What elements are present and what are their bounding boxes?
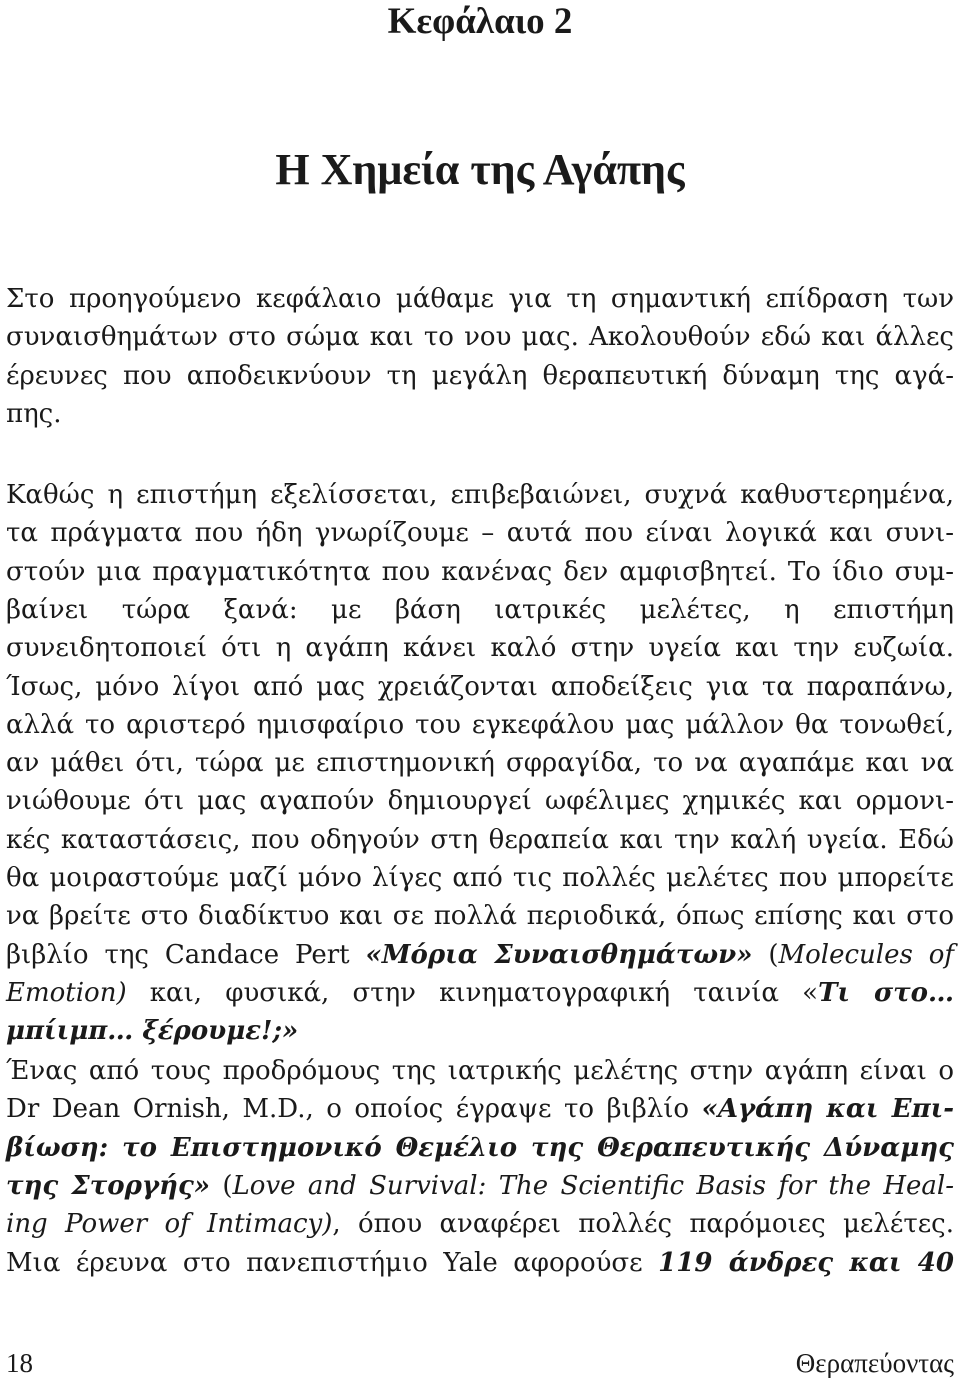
- text-line: [6, 974, 954, 1012]
- text-run: κές καταστάσεις, που οδηγούν στη θεραπεία και την καλή υγεία. Εδώ: [6, 824, 954, 855]
- text-line: [6, 859, 954, 897]
- text-line: [6, 1205, 954, 1243]
- text-run: Emotion): [6, 977, 127, 1008]
- text-run: και, φυσικά, στην κινηματογραφική ταινία «: [126, 977, 819, 1008]
- text-line: [6, 936, 954, 974]
- text-run: στούν μια πραγματικότητα που κανένας δεν αμφισβητεί. Το ίδιο συμ-: [6, 556, 954, 587]
- text-run: πης.: [6, 398, 62, 429]
- text-line: [6, 897, 954, 935]
- text-run: Μια έρευνα στο πανεπιστήμιο Yale αφορούσε: [6, 1247, 659, 1278]
- text-line: [6, 318, 954, 356]
- text-run: Ίσως, μόνο λίγοι από μας χρειάζονται αποδείξεις για τα παραπάνω,: [6, 671, 954, 702]
- text-run: να βρείτε στο διαδίκτυο και σε πολλά περιοδικά, όπως επίσης και στο: [6, 901, 954, 932]
- page-number: 18: [6, 1348, 33, 1378]
- text-run: 119 άνδρες και 40: [658, 1247, 954, 1278]
- text-line: [6, 744, 954, 782]
- chapter-label: Κεφάλαιο 2: [387, 1, 573, 42]
- text-line: [6, 821, 954, 859]
- text-line: [6, 1129, 954, 1167]
- text-line: [6, 782, 954, 820]
- text-run: αλλά το αριστερό ημισφαίριο του εγκεφάλου μας μάλλον θα τονωθεί,: [6, 709, 954, 740]
- text-run: Καθώς η επιστήμη εξελίσσεται, επιβεβαιώνει, συχνά καθυστερημένα,: [6, 480, 954, 510]
- text-line: [6, 514, 954, 552]
- text-run: , όπου αναφέρει πολλές παρόμοιες μελέτες.: [332, 1209, 954, 1240]
- text-run: Τι στο…: [818, 977, 954, 1008]
- text-run: συνειδητοποιεί ότι η αγάπη κάνει καλό στην υγεία και την ευζωία.: [6, 633, 954, 664]
- text-run: Dr Dean Ornish, M.D., ο οποίος έγραψε το βιβλίο: [6, 1094, 702, 1125]
- text-run: αν μάθει ότι, τώρα με επιστημονική σφραγίδα, το να αγαπάμε και να: [6, 748, 954, 779]
- text-line: [6, 357, 954, 395]
- running-title: Θεραπεύοντας: [795, 1348, 954, 1378]
- text-run: βαίνει τώρα ξανά: με βάση ιατρικές μελέτες, η επιστήμη: [6, 594, 954, 625]
- chapter-title: Η Χημεία της Αγάπης: [275, 145, 685, 194]
- text-line: [6, 629, 954, 667]
- text-run: (: [752, 939, 779, 970]
- text-run: Ένας από τους προδρόμους της ιατρικής μελέτης στην αγάπη είναι ο: [6, 1056, 954, 1086]
- text-run: Molecules of: [778, 939, 954, 970]
- text-run: τα πράγματα που ήδη γνωρίζουμε – αυτά που είναι λογικά και συνι-: [6, 518, 954, 549]
- text-line: [6, 668, 954, 706]
- text-line: [6, 591, 954, 629]
- text-run: της Στοργής»: [6, 1170, 211, 1201]
- text-line: [6, 1012, 954, 1050]
- text-run: Στο προηγούμενο κεφάλαιο μάθαμε για τη σημαντική επίδραση των: [6, 284, 954, 314]
- text-run: νιώθουμε ότι μας αγαπούν δημιουργεί ωφέλιμες χημικές και ορμονι-: [6, 786, 954, 817]
- text-run: βίωση: το Επιστημονικό Θεμέλιο της Θεραπευτικής Δύναμης: [6, 1132, 954, 1163]
- text-line: [6, 1052, 954, 1090]
- text-line: [6, 476, 954, 514]
- text-line: [6, 1090, 954, 1128]
- text-line: [6, 553, 954, 591]
- text-line: [6, 280, 954, 318]
- text-run: (: [210, 1170, 233, 1201]
- text-line: [6, 395, 954, 433]
- text-run: Love and Survival: The Scientific Basis for the Heal-: [232, 1170, 954, 1201]
- text-run: συναισθημάτων στο σώμα και το νου μας. Ακολουθούν εδώ και άλλες: [6, 322, 954, 353]
- text-line: [6, 706, 954, 744]
- text-run: «Μόρια Συναισθημάτων»: [365, 939, 753, 970]
- text-line: [6, 1244, 954, 1282]
- text-run: βιβλίο της Candace Pert: [6, 939, 366, 970]
- text-run: μπίιμπ… ξέρουμε!;»: [6, 1016, 299, 1047]
- text-run: θα μοιραστούμε μαζί μόνο λίγες από τις πολλές μελέτες που μπορείτε: [6, 863, 954, 893]
- text-line: [6, 1167, 954, 1205]
- text-run: ing Power of Intimacy): [6, 1209, 333, 1240]
- text-run: «Αγάπη και Επι-: [701, 1094, 954, 1125]
- text-run: έρευνες που αποδεικνύουν τη μεγάλη θεραπευτική δύναμη της αγά-: [6, 360, 954, 391]
